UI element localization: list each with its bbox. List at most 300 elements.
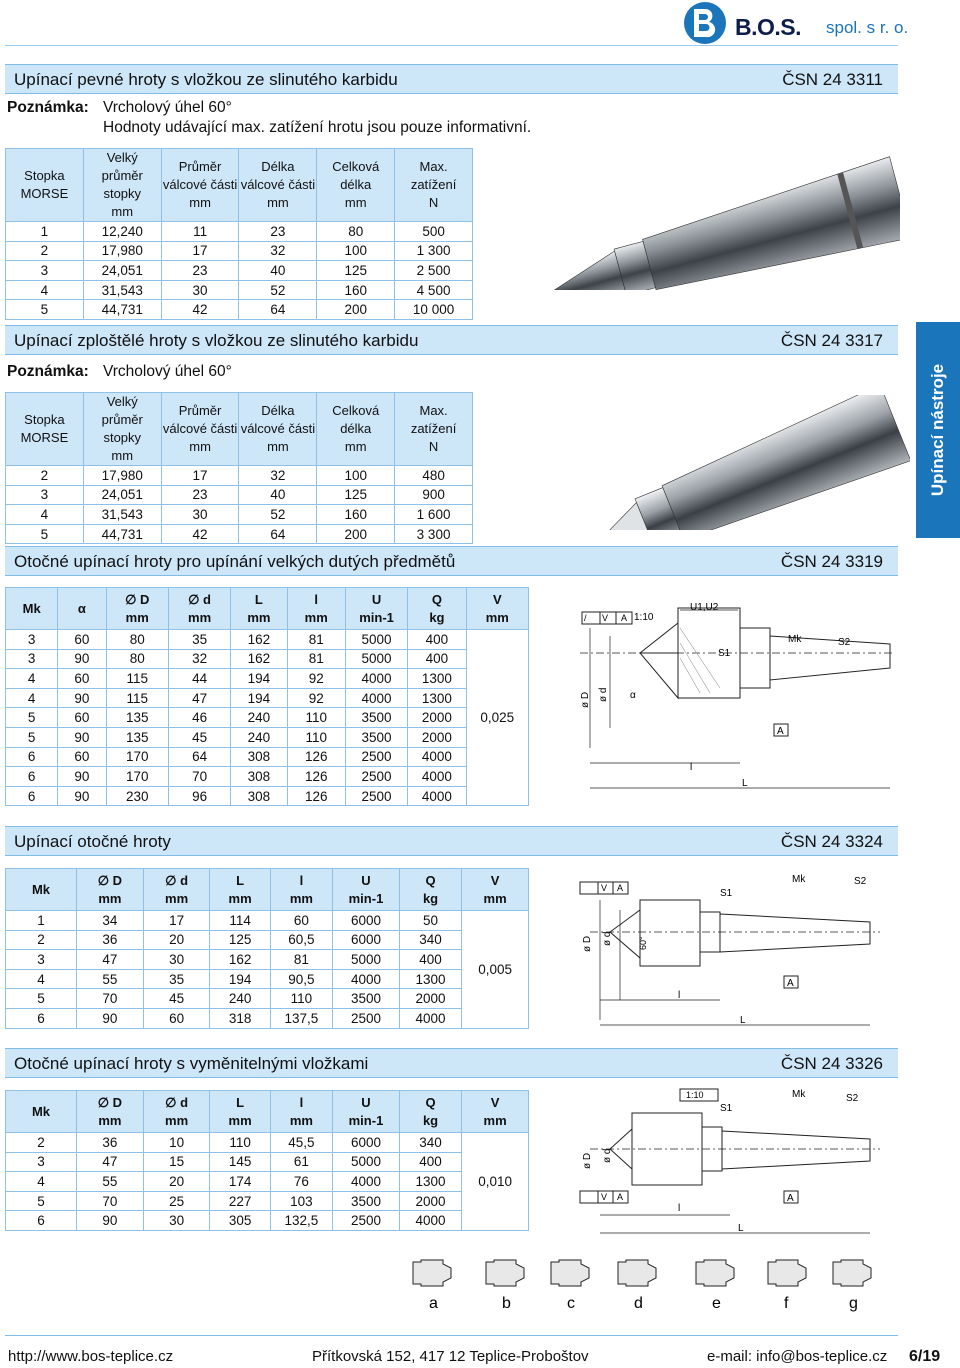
table-cell: 4 bbox=[6, 969, 77, 989]
table-cell: 114 bbox=[210, 911, 270, 931]
header-text: Velký bbox=[106, 394, 138, 409]
table-cell: 110 bbox=[270, 989, 332, 1009]
section-header bbox=[5, 325, 898, 355]
table-cell: 5 bbox=[6, 708, 58, 728]
column-header bbox=[395, 393, 473, 466]
insert-tip-f bbox=[768, 1260, 806, 1312]
brand-name: B.O.S. bbox=[735, 14, 802, 40]
table-cell: 30 bbox=[161, 505, 239, 525]
header-text: Q bbox=[425, 872, 436, 888]
tol-symbol: / bbox=[584, 613, 587, 623]
table-cell: 2000 bbox=[399, 989, 461, 1009]
insert-label: c bbox=[567, 1295, 575, 1312]
table-cell: 45 bbox=[143, 989, 210, 1009]
table-cell: 200 bbox=[317, 300, 395, 320]
header-text: mm bbox=[189, 439, 211, 454]
header-text: L bbox=[236, 872, 245, 888]
table-cell: 32 bbox=[168, 649, 230, 669]
logo bbox=[683, 1, 727, 45]
table-header bbox=[6, 588, 529, 630]
table-row bbox=[6, 1172, 529, 1192]
table-cell: 70 bbox=[168, 767, 230, 787]
table-cell: 103 bbox=[270, 1191, 332, 1211]
table-cell: 4000 bbox=[408, 767, 466, 787]
table-cell: 2500 bbox=[345, 767, 407, 787]
header-text: mm bbox=[247, 609, 271, 625]
table-body bbox=[6, 222, 473, 320]
column-header bbox=[395, 149, 473, 222]
table-cell: 96 bbox=[168, 786, 230, 806]
note-line: Vrcholový úhel 60° bbox=[103, 363, 232, 380]
table-cell: 4000 bbox=[345, 669, 407, 689]
table-cell: 115 bbox=[106, 669, 168, 689]
table-cell: 11 bbox=[161, 222, 239, 242]
table-cell: 162 bbox=[210, 950, 270, 970]
column-header bbox=[58, 588, 106, 630]
table-cell: 170 bbox=[106, 747, 168, 767]
header-text: mm bbox=[98, 1112, 122, 1128]
technical-drawing bbox=[560, 598, 905, 793]
table-cell: 52 bbox=[239, 280, 317, 300]
table-cell: 5000 bbox=[333, 950, 400, 970]
table-cell: 5 bbox=[6, 989, 77, 1009]
header-text: mm bbox=[289, 890, 313, 906]
table-cell: 1 bbox=[6, 911, 77, 931]
footer-email[interactable]: e-mail: info@bos-teplice.cz bbox=[707, 1348, 888, 1365]
table-body bbox=[6, 911, 529, 1029]
dim-L-label: L bbox=[742, 778, 748, 789]
header-text: N bbox=[428, 439, 439, 454]
table-cell: 2000 bbox=[408, 708, 466, 728]
table-cell: 2500 bbox=[333, 1008, 400, 1028]
table-row bbox=[6, 969, 529, 989]
table-row bbox=[6, 630, 529, 650]
header-text: mm bbox=[165, 1112, 189, 1128]
table-cell: 90,5 bbox=[270, 969, 332, 989]
header-row bbox=[6, 588, 529, 630]
header-text: Max. bbox=[419, 159, 448, 174]
dim-d-label: ø d bbox=[598, 687, 609, 702]
header-text: Průměr bbox=[178, 403, 222, 418]
header-text: kg bbox=[429, 609, 445, 625]
header-text: mm bbox=[228, 1112, 252, 1128]
table-header bbox=[6, 869, 529, 911]
table-cell: 4 bbox=[6, 505, 84, 525]
technical-drawing bbox=[570, 870, 890, 1030]
datum-A-label: A bbox=[787, 1193, 794, 1204]
section-header bbox=[5, 546, 898, 576]
table-cell: 90 bbox=[58, 649, 106, 669]
dim-l-label: l bbox=[690, 762, 693, 773]
table-row bbox=[6, 241, 473, 261]
section-title: Upínací otočné hroty bbox=[14, 832, 171, 851]
table-cell: 400 bbox=[399, 950, 461, 970]
table-row bbox=[6, 466, 473, 486]
table-row bbox=[6, 708, 529, 728]
table-cell: 5000 bbox=[345, 649, 407, 669]
header-text: ∅ d bbox=[165, 872, 189, 888]
header-text: min-1 bbox=[348, 1112, 384, 1128]
header-text: ∅ d bbox=[165, 1094, 189, 1110]
table-cell: 137,5 bbox=[270, 1008, 332, 1028]
table-cell: 2000 bbox=[408, 727, 466, 747]
table-cell: 5000 bbox=[345, 630, 407, 650]
header-text: průměr stopky bbox=[101, 412, 143, 445]
table-cell: 40 bbox=[239, 485, 317, 505]
table-cell: 47 bbox=[77, 1152, 144, 1172]
table-cell: 125 bbox=[317, 485, 395, 505]
section-title: Otočné upínací hroty s vyměnitelnými vložkami bbox=[14, 1054, 369, 1073]
column-header bbox=[83, 393, 161, 466]
table-cell: 4000 bbox=[408, 747, 466, 767]
table-cell: 24,051 bbox=[83, 261, 161, 281]
v-symbol: V bbox=[601, 883, 608, 893]
table-row bbox=[6, 505, 473, 525]
table-cell: 5 bbox=[6, 727, 58, 747]
footer-url[interactable]: http://www.bos-teplice.cz bbox=[8, 1348, 174, 1365]
table-row bbox=[6, 300, 473, 320]
header-text: mm bbox=[267, 439, 289, 454]
header-row bbox=[6, 1091, 529, 1133]
table-cell: 3 bbox=[6, 485, 84, 505]
table-cell: 50 bbox=[399, 911, 461, 931]
table-cell: 174 bbox=[210, 1172, 270, 1192]
table-cell: 6 bbox=[6, 786, 58, 806]
column-header bbox=[333, 869, 400, 911]
s2-label: S2 bbox=[854, 876, 867, 887]
header-text: V bbox=[492, 591, 502, 607]
table-cell: 70 bbox=[77, 989, 144, 1009]
column-header bbox=[6, 588, 58, 630]
table-cell: 305 bbox=[210, 1211, 270, 1231]
table-cell: 6000 bbox=[333, 930, 400, 950]
table-cell: 90 bbox=[58, 688, 106, 708]
insert-label: b bbox=[502, 1295, 511, 1312]
divider bbox=[5, 1335, 898, 1336]
table-row bbox=[6, 280, 473, 300]
table-cell: 500 bbox=[395, 222, 473, 242]
table-cell: 76 bbox=[270, 1172, 332, 1192]
header-text: válcové části bbox=[162, 177, 238, 192]
taper-label: 1:10 bbox=[634, 612, 654, 623]
column-header bbox=[317, 149, 395, 222]
section-header bbox=[5, 64, 898, 94]
header-text: mm bbox=[125, 609, 149, 625]
table-row bbox=[6, 930, 529, 950]
table-cell: 44 bbox=[168, 669, 230, 689]
table-cell: 42 bbox=[161, 524, 239, 544]
table-cell: 1 600 bbox=[395, 505, 473, 525]
table-cell: 60 bbox=[58, 630, 106, 650]
header-text: l bbox=[314, 591, 319, 607]
table-row bbox=[6, 1191, 529, 1211]
table-cell: 132,5 bbox=[270, 1211, 332, 1231]
table-cell: 3 bbox=[6, 1152, 77, 1172]
table-body bbox=[6, 630, 529, 806]
header-text: Celková bbox=[332, 403, 380, 418]
v-value-cell: 0,010 bbox=[462, 1133, 529, 1231]
header-text: zatížení bbox=[410, 177, 457, 192]
table-cell: 10 bbox=[143, 1133, 210, 1153]
table-cell: 80 bbox=[106, 649, 168, 669]
header-text: mm bbox=[111, 204, 134, 219]
section-norm: ČSN 24 3324 bbox=[780, 832, 883, 851]
table-cell: 240 bbox=[210, 989, 270, 1009]
table-cell: 3 300 bbox=[395, 524, 473, 544]
insert-tips bbox=[400, 1258, 900, 1318]
header-text: Max. bbox=[419, 403, 448, 418]
table-cell: 4000 bbox=[399, 1211, 461, 1231]
table-s5 bbox=[5, 1090, 529, 1231]
table-s3 bbox=[5, 587, 529, 806]
insert-label: g bbox=[849, 1295, 858, 1312]
table-cell: 5 bbox=[6, 300, 84, 320]
table-cell: 55 bbox=[77, 1172, 144, 1192]
table-cell: 4000 bbox=[333, 969, 400, 989]
section-title: Upínací zploštělé hroty s vložkou ze slinutého karbidu bbox=[14, 331, 419, 350]
header-text: Průměr bbox=[178, 159, 222, 174]
section-norm: ČSN 24 3311 bbox=[782, 70, 883, 89]
table-cell: 240 bbox=[231, 727, 287, 747]
table-cell: 2500 bbox=[345, 747, 407, 767]
table-cell: 2500 bbox=[345, 786, 407, 806]
insert-tip-g bbox=[833, 1260, 871, 1312]
table-cell: 400 bbox=[408, 630, 466, 650]
table-cell: 55 bbox=[77, 969, 144, 989]
table-body bbox=[6, 1133, 529, 1231]
table-cell: 6000 bbox=[333, 1133, 400, 1153]
table-cell: 194 bbox=[231, 669, 287, 689]
table-cell: 115 bbox=[106, 688, 168, 708]
header-text: l bbox=[299, 872, 304, 888]
table-cell: 6 bbox=[6, 1211, 77, 1231]
table-cell: 32 bbox=[239, 466, 317, 486]
insert-label: d bbox=[634, 1295, 643, 1312]
table-cell: 17 bbox=[161, 466, 239, 486]
table-row bbox=[6, 1152, 529, 1172]
table-cell: 200 bbox=[317, 524, 395, 544]
header-text: ∅ D bbox=[97, 872, 123, 888]
table-cell: 15 bbox=[143, 1152, 210, 1172]
table-cell: 31,543 bbox=[83, 280, 161, 300]
table-cell: 1300 bbox=[399, 969, 461, 989]
insert-tip-b bbox=[486, 1260, 524, 1312]
section-title: Otočné upínací hroty pro upínání velkých dutých předmětů bbox=[14, 552, 456, 571]
live-center-image bbox=[530, 150, 900, 290]
table-cell: 90 bbox=[77, 1211, 144, 1231]
dim-L-label: L bbox=[740, 1015, 746, 1026]
insert-label: f bbox=[784, 1295, 789, 1312]
column-header bbox=[270, 869, 332, 911]
header-text: kg bbox=[422, 1112, 439, 1128]
table-row bbox=[6, 669, 529, 689]
table-cell: 5000 bbox=[333, 1152, 400, 1172]
table-cell: 135 bbox=[106, 727, 168, 747]
table-cell: 160 bbox=[317, 280, 395, 300]
page-number: 6/19 bbox=[909, 1348, 941, 1365]
header-text: V bbox=[490, 1094, 500, 1110]
table-cell: 24,051 bbox=[83, 485, 161, 505]
table-cell: 47 bbox=[168, 688, 230, 708]
header-text: mm bbox=[98, 890, 122, 906]
table-cell: 90 bbox=[58, 786, 106, 806]
table-cell: 23 bbox=[161, 485, 239, 505]
dim-d-label: ø d bbox=[602, 931, 613, 946]
table-cell: 10 000 bbox=[395, 300, 473, 320]
table-cell: 100 bbox=[317, 466, 395, 486]
table-cell: 20 bbox=[143, 1172, 210, 1192]
table-cell: 227 bbox=[210, 1191, 270, 1211]
table-cell: 17 bbox=[143, 911, 210, 931]
table-cell: 170 bbox=[106, 767, 168, 787]
table-cell: 4 bbox=[6, 669, 58, 689]
table-cell: 60 bbox=[58, 747, 106, 767]
table-cell: 1300 bbox=[408, 688, 466, 708]
angle-label: 60° bbox=[638, 936, 648, 950]
header-text: ∅ D bbox=[97, 1094, 123, 1110]
table-header bbox=[6, 149, 473, 222]
brand-suffix: spol. s r. o. bbox=[826, 18, 909, 37]
table-cell: 64 bbox=[239, 524, 317, 544]
header-text: mm bbox=[485, 609, 509, 625]
column-header bbox=[161, 149, 239, 222]
table-cell: 308 bbox=[231, 786, 287, 806]
table-cell: 2 bbox=[6, 930, 77, 950]
table-cell: 900 bbox=[395, 485, 473, 505]
header-row bbox=[6, 393, 473, 466]
table-cell: 44,731 bbox=[83, 300, 161, 320]
table-header bbox=[6, 1091, 529, 1133]
section-norm: ČSN 24 3317 bbox=[780, 331, 883, 350]
table-cell: 34 bbox=[77, 911, 144, 931]
table-cell: 2 bbox=[6, 1133, 77, 1153]
table-row bbox=[6, 786, 529, 806]
table-row bbox=[6, 649, 529, 669]
table-cell: 36 bbox=[77, 1133, 144, 1153]
u-label: U1,U2 bbox=[690, 602, 719, 613]
header-text: mm bbox=[483, 1112, 507, 1128]
insert-tip-e bbox=[696, 1260, 734, 1312]
table-cell: 42 bbox=[161, 300, 239, 320]
column-header bbox=[6, 149, 84, 222]
flat-center-image bbox=[570, 395, 910, 530]
v-symbol: V bbox=[602, 613, 609, 623]
column-header bbox=[161, 393, 239, 466]
datum-label: A bbox=[621, 613, 628, 623]
table-row bbox=[6, 524, 473, 544]
table-header bbox=[6, 393, 473, 466]
header-text: Mk bbox=[31, 881, 51, 897]
header-text: Velký bbox=[106, 150, 138, 165]
table-cell: 340 bbox=[399, 1133, 461, 1153]
section-header bbox=[5, 826, 898, 856]
table-s1 bbox=[5, 148, 473, 320]
table-cell: 80 bbox=[106, 630, 168, 650]
table-cell: 162 bbox=[231, 630, 287, 650]
table-cell: 60,5 bbox=[270, 930, 332, 950]
dim-D-label: ø D bbox=[580, 691, 591, 708]
table-cell: 17,980 bbox=[83, 241, 161, 261]
table-cell: 30 bbox=[143, 950, 210, 970]
divider bbox=[5, 45, 898, 46]
table-s2 bbox=[5, 392, 473, 544]
table-cell: 4000 bbox=[399, 1008, 461, 1028]
table-cell: 81 bbox=[270, 950, 332, 970]
table-cell: 64 bbox=[168, 747, 230, 767]
table-cell: 2000 bbox=[399, 1191, 461, 1211]
header-text: V bbox=[490, 872, 500, 888]
table-cell: 3 bbox=[6, 649, 58, 669]
column-header bbox=[462, 869, 529, 911]
table-cell: 61 bbox=[270, 1152, 332, 1172]
table-row bbox=[6, 747, 529, 767]
section-header bbox=[5, 1048, 898, 1078]
column-header bbox=[6, 869, 77, 911]
table-cell: 194 bbox=[231, 688, 287, 708]
table-cell: 17,980 bbox=[83, 466, 161, 486]
header-text: min-1 bbox=[348, 890, 384, 906]
technical-drawing bbox=[570, 1085, 890, 1235]
s1-label: S1 bbox=[720, 888, 733, 899]
table-cell: 2 bbox=[6, 241, 84, 261]
header-row bbox=[6, 869, 529, 911]
header-text: zatížení bbox=[410, 421, 457, 436]
table-cell: 92 bbox=[287, 669, 345, 689]
table-cell: 5 bbox=[6, 1191, 77, 1211]
table-cell: 45 bbox=[168, 727, 230, 747]
v-value-cell: 0,025 bbox=[466, 630, 528, 806]
table-cell: 52 bbox=[239, 505, 317, 525]
table-cell: 2 500 bbox=[395, 261, 473, 281]
dim-D-label: ø D bbox=[582, 1152, 593, 1169]
table-cell: 125 bbox=[210, 930, 270, 950]
table-cell: 60 bbox=[58, 669, 106, 689]
header-text: kg bbox=[422, 890, 439, 906]
note-line: Hodnoty udávající max. zatížení hrotu jsou pouze informativní. bbox=[103, 119, 532, 136]
table-cell: 4000 bbox=[408, 786, 466, 806]
table-cell: 40 bbox=[239, 261, 317, 281]
header-text: U bbox=[371, 591, 382, 607]
table-body bbox=[6, 466, 473, 544]
v-symbol: V bbox=[601, 1192, 608, 1202]
table-cell: 30 bbox=[161, 280, 239, 300]
table-cell: 1300 bbox=[408, 669, 466, 689]
column-header bbox=[210, 1091, 270, 1133]
s1-label: S1 bbox=[718, 648, 731, 659]
section-norm: ČSN 24 3326 bbox=[780, 1054, 883, 1073]
header-text: U bbox=[361, 1094, 371, 1110]
section-norm: ČSN 24 3319 bbox=[780, 552, 883, 571]
header-text: délka bbox=[340, 421, 372, 436]
header-text: l bbox=[299, 1094, 304, 1110]
side-tab bbox=[916, 322, 960, 538]
table-cell: 35 bbox=[168, 630, 230, 650]
table-cell: 3500 bbox=[333, 989, 400, 1009]
table-cell: 1300 bbox=[399, 1172, 461, 1192]
table-cell: 23 bbox=[161, 261, 239, 281]
insert-tips-drawing bbox=[400, 1258, 900, 1318]
datum-A-label: A bbox=[787, 978, 794, 989]
table-cell: 308 bbox=[231, 747, 287, 767]
table-cell: 60 bbox=[270, 911, 332, 931]
header-text: Mk bbox=[22, 600, 41, 616]
header-text: válcové části bbox=[240, 421, 316, 436]
alpha-label: α bbox=[630, 690, 636, 701]
column-header bbox=[287, 588, 345, 630]
table-cell: 3500 bbox=[333, 1191, 400, 1211]
column-header bbox=[77, 1091, 144, 1133]
column-header bbox=[6, 393, 84, 466]
